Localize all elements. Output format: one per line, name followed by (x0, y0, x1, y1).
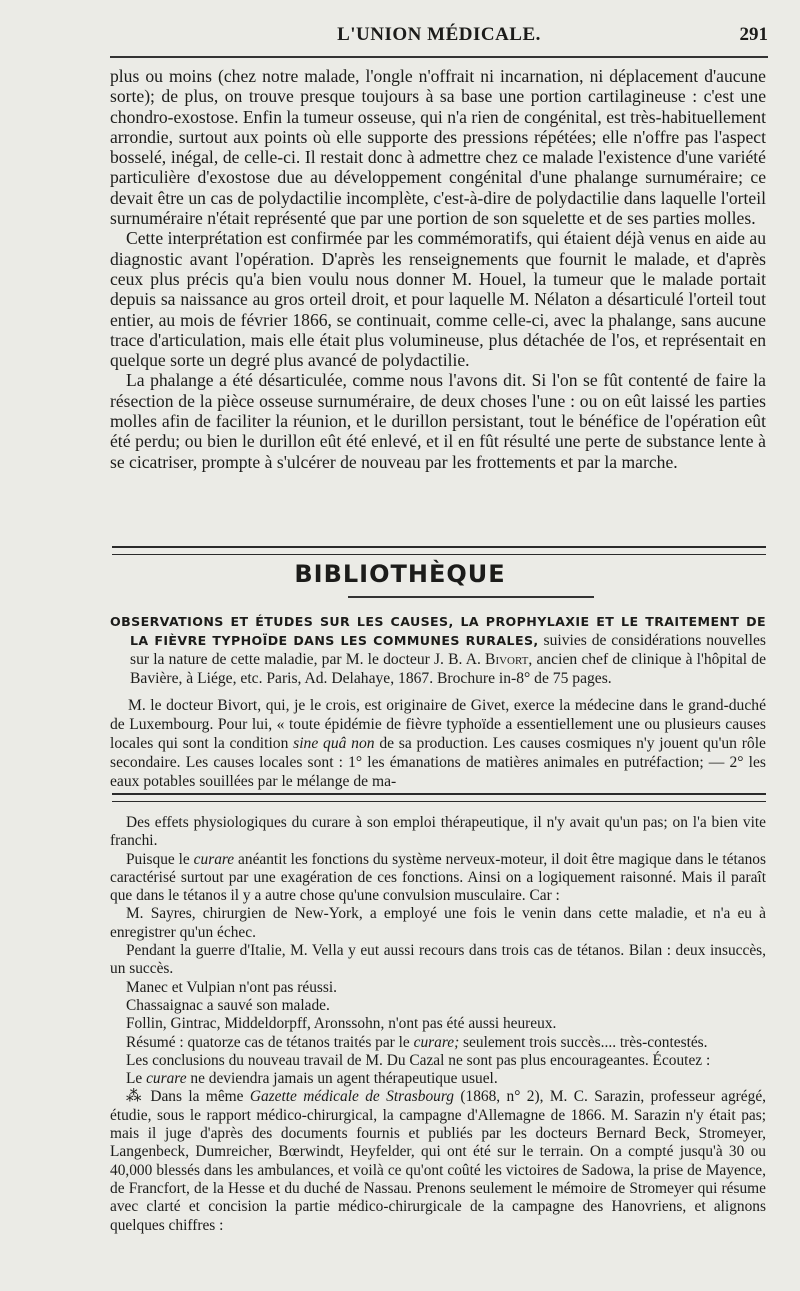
book-publication: , ancien chef de clinique à l'hôpital de Bavière, à Liége, etc. Paris, Ad. Delahaye, 1867. Brochure in-8° de 75 pages. (130, 651, 767, 687)
paragraph: ⁂ Dans la même Gazette médicale de Strasbourg (1868, n° 2), M. C. Sarazin, professeur agrégé, étudie, sous le rapport médico-chirurgical, la campagne d'Allemagne de 1866. M. Sarazin n'y était pas; mais il juge d'après des documents fournis et publiés par les docteurs Bernard Beck, Stromeyer, Langenbeck, Dumreicher, Bœrwindt, Heyfelder, qui ont été sur le terrain. On a compté jusqu'à 30 ou 40,000 blessés dans les ambulances, et voilà ce qu'ont coûté les victoires de Sadowa, la prise de Mayence, de Francfort, de la Hesse et du duché de Nassau. Prenons seulement le mémoire de Stromeyer qui résume avec clarté et concision la partie médico-chirurgicale de la campagne des Hanovriens, et alignons quelques chiffres : (110, 1088, 767, 1234)
paragraph: Follin, Gintrac, Middeldorpff, Aronssohn, n'ont pas été aussi heureux. (126, 1015, 557, 1033)
header-rule (110, 56, 768, 58)
section-divider (112, 546, 766, 555)
paragraph: Pendant la guerre d'Italie, M. Vella y eut aussi recours dans trois cas de tétanos. Bilan : deux insuccès, un succès. (110, 942, 766, 978)
book-details: suivies de considérations nouvelles sur la nature de cette maladie, par M. le docteur J. B. A. (130, 632, 766, 668)
paragraph: Le curare ne deviendra jamais un agent thérapeutique usuel. (126, 1070, 498, 1088)
journal-title: L'UNION MÉDICALE. (337, 24, 541, 45)
paragraph: Puisque le curare anéantit les fonctions du système nerveux-moteur, il doit être magique dans le tétanos caractérisé surtout par une exagération de ces fonctions. Ainsi on a logiquement raisonné. Mais il paraît que dans le tétanos il y a autre chose qu'une convulsion musculaire. Car : (110, 850, 766, 905)
book-author: Bivort (485, 651, 529, 668)
feuilleton-body (110, 814, 766, 1235)
paragraph: plus ou moins (chez notre malade, l'ongle n'offrait ni incarnation, ni déplacement d'aucune sorte); de plus, on trouve presque toujours à sa base une portion cartilagineuse : c'est une chondro-exostose. Enfin la tumeur osseuse, qui n'a rien de congénital, est très-habituellement arrondie, surtout aux points où elle supporte des pressions répétées; elle n'offre pas l'aspect bosselé, inégal, de celle-ci. Il restait donc à admettre chez ce malade l'existence d'une variété particulière d'exostose due au développement congénital d'une phalange surnuméraire; ce devait être un cas de polydactilie incomplète, c'est-à-dire de polydactilie dans laquelle l'orteil surnuméraire n'était représenté que par une portion de son squelette et de ses parties molles. (110, 66, 766, 229)
paragraph: Manec et Vulpian n'ont pas réussi. (126, 978, 338, 996)
book-title: OBSERVATIONS ET ÉTUDES SUR LES CAUSES, LA PROPHYLAXIE ET LE TRAITEMENT DE LA FIÈVRE TYPHOÏDE DANS LES COMMUNES RURALES, (110, 614, 766, 648)
book-citation (110, 612, 766, 688)
page-number: 291 (739, 24, 768, 45)
article-body (110, 66, 766, 472)
feuilleton-divider (112, 793, 766, 802)
paragraph: La phalange a été désarticulée, comme nous l'avons dit. Si l'on se fût contenté de faire la résection de la pièce osseuse surnuméraire, de deux choses l'une : ou on eût laissé les parties molles afin de faciliter la réunion, et le durillon persistant, tout le bénéfice de l'opération eût été perdu; ou bien le durillon eût été enlevé, et il en fût résulté une perte de substance lente à se cicatriser, prompte à s'ulcérer de nouveau par les frottements et par la marche. (110, 370, 766, 472)
paragraph: Résumé : quatorze cas de tétanos traités par le curare; seulement trois succès.... très-contestés. (126, 1033, 708, 1051)
paragraph: Les conclusions du nouveau travail de M. Du Cazal ne sont pas plus encourageantes. Écoutez : (126, 1051, 711, 1069)
review-paragraph: M. le docteur Bivort, qui, je le crois, est originaire de Givet, exerce la médecine dans le grand-duché de Luxembourg. Pour lui, « toute épidémie de fièvre typhoïde a essentiellement une ou plusieurs causes locales qui sont la condition sine quâ non de sa production. Les causes cosmiques n'y jouent qu'un rôle secondaire. Les causes locales sont : 1° les émanations de matières animales en putréfaction; — 2° les eaux potables souillées par le mélange de ma- (110, 697, 766, 790)
paragraph: M. Sayres, chirurgien de New-York, a employé une fois le venin dans cette maladie, et n'a eu à enregistrer qu'un échec. (110, 905, 766, 941)
section-title-underline (348, 596, 594, 598)
paragraph: Cette interprétation est confirmée par les commémoratifs, qui étaient déjà venus en aide au diagnostic avant l'opération. D'après les renseignements que fournit le malade, et d'après ceux plus précis qu'a bien voulu nous donner M. Houel, la tumeur que le malade portait depuis sa naissance au gros orteil droit, et pour laquelle M. Nélaton a désarticulé l'orteil tout entier, au mois de février 1866, se continuait, comme celle-ci, avec la phalange, sans aucune trace d'articulation, mais elle était plus volumineuse, plus détachée de l'os, et représentait en quelque sorte un degré plus avancé de polydactilie. (110, 228, 766, 371)
bibliography-entry (110, 612, 766, 791)
running-header (110, 20, 768, 54)
section-title: BIBLIOTHÈQUE (294, 560, 506, 588)
paragraph: Chassaignac a sauvé son malade. (126, 996, 330, 1014)
paragraph: Des effets physiologiques du curare à son emploi thérapeutique, il n'y avait qu'un pas; on l'a bien vite franchi. (110, 814, 766, 850)
